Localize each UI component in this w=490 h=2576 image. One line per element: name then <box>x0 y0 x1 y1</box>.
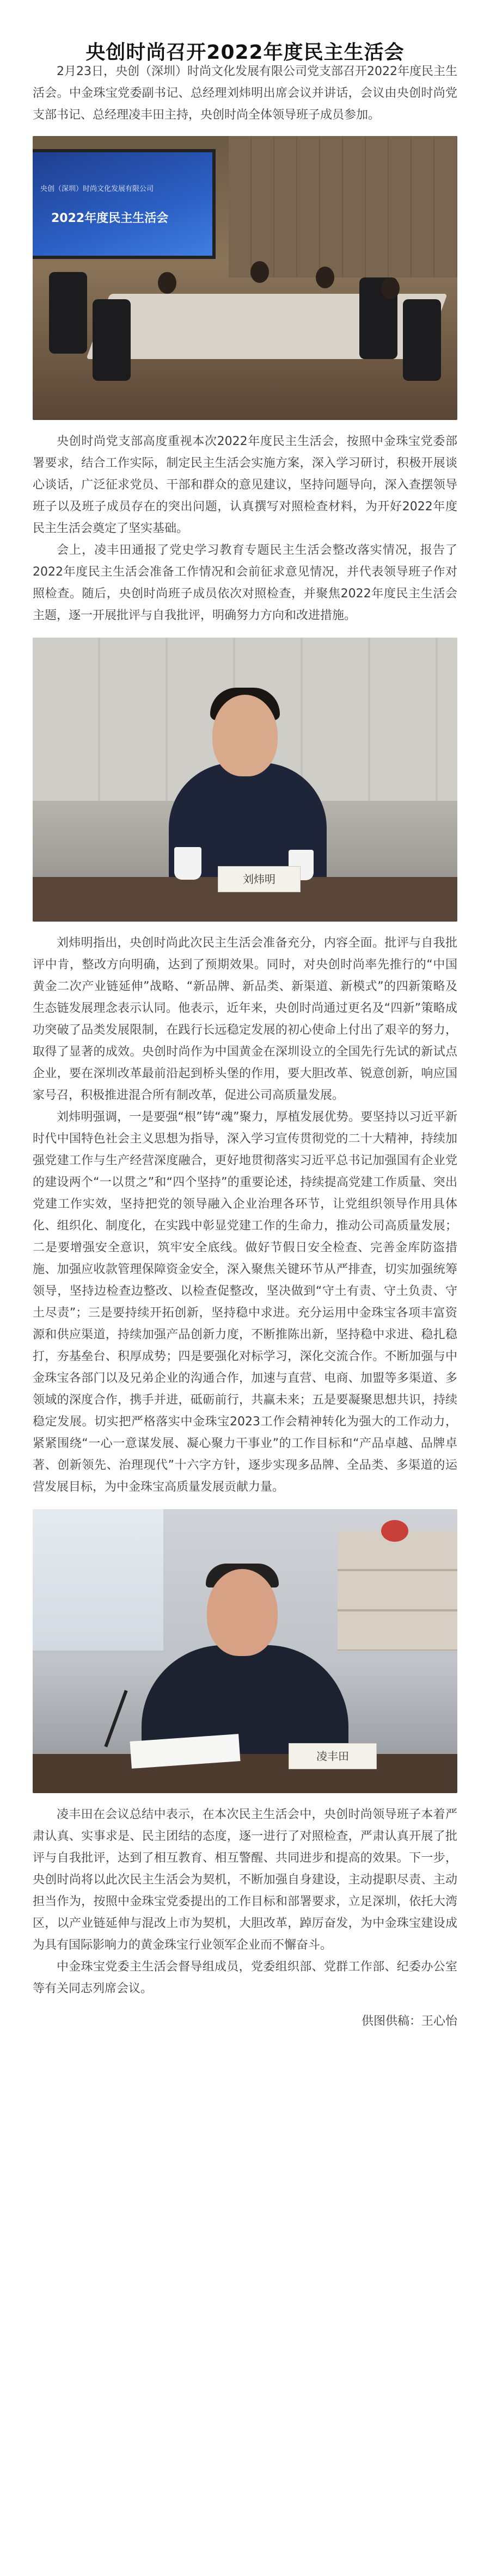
attendee-head <box>158 272 176 294</box>
nameplate: 刘炜明 <box>218 866 301 892</box>
attendee-head <box>250 261 269 283</box>
chair <box>93 299 131 381</box>
chair <box>403 299 441 381</box>
paragraph-attendees: 中金珠宝党委主生活会督导组成员，党委组织部、党群工作部、纪委办公室等有关同志列席会议。 <box>33 1960 457 1996</box>
attendee-head <box>316 267 334 288</box>
photo-wall-panel <box>229 136 457 277</box>
speaker-face <box>212 695 278 776</box>
screen-caption: 央创（深圳）时尚文化发展有限公司 <box>40 185 154 193</box>
photo-credit: 供图供稿：王心怡 <box>361 2015 457 2028</box>
speaker-photo-ling <box>33 1509 457 1793</box>
desk <box>33 1754 457 1793</box>
paragraph-liu-emphasis: 刘炜明强调，一是要强“根”铸“魂”聚力，厚植发展优势。要坚持以习近平新时代中国特色社会主义思想为指导，深入学习宣传贯彻党的二十大精神，持续加强党建工作与生产经营深度融合，更好地贯彻落实习近平总书记加强国有企业党的建设两个“一以贯之”和“四个坚持”的重要论述，持续提高党建工作质量、突出党建工作实效，坚持把党的领导融入企业治理各环节，让党组织领导作用具体化、组织化、制度化，在实践中彰显党建工作的生命力，推动公司高质量发展；二是要增强安全意识，筑牢安全底线。做好节假日安全检查、完善金库防盗措施、加强应收款管理保障资金安全，深入聚焦关键环节从严排查，切实加强统筹领导，坚持边检查边整改、以检查促整改，坚决做到“守土有责、守土负责、守土尽责”；三是要持续开拓创新，坚持稳中求进。充分运用中金珠宝各项丰富资源和供应渠道，持续加强产品创新力度，不断推陈出新，坚持稳中求进、稳扎稳打，夯基垒台、积厚成势；四是要强化对标学习，深化交流合作。不断加强与中金珠宝各部门以及兄弟企业的沟通合作，加速与直营、电商、加盟等多渠道、多领域的深度合作，携手并进，砥砺前行，共赢未来；五是要凝聚思想共识，持续稳定发展。切实把严格落实中金珠宝2023工作会精神转化为强大的工作动力，紧紧围绕“一心一意谋发展、凝心聚力干事业”的工作目标和“产品卓越、品牌卓著、创新领先、治理现代”十六字方针，逐步实现多品牌、全品类、多渠道的运营发展目标，为中金珠宝高质量发展贡献力量。 <box>33 1110 457 1494</box>
flower <box>381 1520 408 1542</box>
speaker-face <box>207 1569 278 1656</box>
meeting-photo <box>33 136 457 420</box>
nameplate: 凌丰田 <box>289 1743 377 1769</box>
photo-shelf <box>338 1531 457 1651</box>
projection-screen <box>33 152 212 256</box>
article-title: 央创时尚召开2022年度民主生活会 <box>85 41 405 64</box>
paragraph-liu-remarks: 刘炜明指出，央创时尚此次民主生活会准备充分，内容全面。批评与自我批评中肯，整改方向明确，达到了预期效果。同时，对央创时尚率先推行的“中国黄金二次产业链延伸”战略、“新品牌、新品类、新渠道、新模式”的四新策略及生态链发展理念表示认同。他表示，近年来，央创时尚通过更名及“四新”策略成功突破了品类发展限制，在践行长远稳定发展的初心使命上付出了艰辛的努力，取得了显著的成效。央创时尚作为中国黄金在深圳设立的全国先行先试的新试点企业，要在深圳改革最前沿起到桥头堡的作用，要大胆改革、锐意创新，响应国家号召，积极推进混合所有制改革，促进公司高质量发展。 <box>33 936 457 1102</box>
attendee-head <box>381 277 400 299</box>
microphone <box>104 1690 127 1747</box>
speaker-photo-liu <box>33 638 457 922</box>
paragraph-preparation: 央创时尚党支部高度重视本次2022年度民主生活会，按照中金珠宝党委部署要求，结合工作实际，制定民主生活会实施方案，深入学习研讨，积极开展谈心谈话，广泛征求党员、干部和群众的意见建议，坚持问题导向，深入查摆领导班子以及班子成员存在的突出问题，认真撰写对照检查材料，为开好2022年度民主生活会奠定了坚实基础。 <box>33 435 457 535</box>
paragraph-intro: 2月23日，央创（深圳）时尚文化发展有限公司党支部召开2022年度民主生活会。中金珠宝党委副书记、总经理刘炜明出席会议并讲话，会议由央创时尚党支部书记、总经理凌丰田主持，央创时尚全体领导班子成员参加。 <box>33 65 457 122</box>
photo-window <box>33 1509 163 1651</box>
tea-cup <box>174 847 201 880</box>
chair <box>49 272 87 354</box>
paragraph-ling-summary: 凌丰田在会议总结中表示，在本次民主生活会中，央创时尚领导班子本着严肃认真、实事求是、民主团结的态度，逐一进行了对照检查，严肃认真开展了批评与自我批评，达到了相互教育、相互警醒、共同进步和提高的效果。下一步，央创时尚将以此次民主生活会为契机，不断加强自身建设，主动提职尽责、主动担当作为，按照中金珠宝党委提出的工作目标和部署要求，立足深圳，依托大湾区，以产业链延伸与混改上市为契机，大胆改革，踔厉奋发，为中金珠宝建设成为具有国际影响力的黄金珠宝行业领军企业而不懈奋斗。 <box>33 1808 457 1952</box>
paragraph-meeting: 会上，凌丰田通报了党史学习教育专题民主生活会整改落实情况，报告了2022年度民主生活会准备工作情况和会前征求意见情况，并代表领导班子作对照检查。随后，央创时尚班子成员依次对照检查，并聚焦2022年度民主生活会主题，逐一开展批评与自我批评，明确努力方向和改进措施。 <box>33 543 457 622</box>
screen-title: 2022年度民主生活会 <box>51 212 169 225</box>
